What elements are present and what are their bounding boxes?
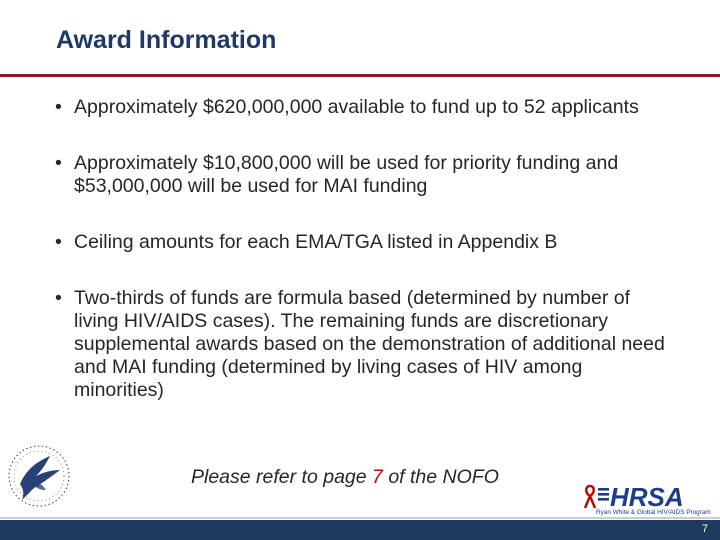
nofo-reference: [191, 466, 499, 489]
bullet-text: Ceiling amounts for each EMA/TGA listed in Appendix B: [74, 231, 558, 253]
refer-suffix: of the NOFO: [382, 466, 499, 488]
bullet-text: Two-thirds of funds are formula based (determined by number of living HIV/AIDS cases). The remaining funds are discretionary supplemental awards based on the demonstration of additional need and MAI funding (determined by living cases of HIV among minorities): [74, 287, 665, 401]
bullet-text: Approximately $10,800,000 will be used for priority funding and $53,000,000 will be used for MAI funding: [74, 152, 619, 197]
ribbon-icon: [585, 486, 595, 508]
hrsa-tagline: Ryan White & Global HIV/AIDS Program: [596, 509, 711, 516]
bullet-item: [55, 96, 665, 119]
hrsa-wordmark: HRSA: [610, 482, 684, 512]
bullet-marker: •: [55, 96, 62, 118]
bullet-marker: •: [55, 231, 62, 253]
hhs-seal-logo: [6, 440, 72, 520]
footer-divider: [0, 517, 720, 519]
bullet-marker: •: [55, 287, 62, 309]
slide-title: Award Information: [56, 26, 277, 54]
footer-bar: [0, 520, 720, 540]
page-number: 7: [701, 523, 708, 535]
bullet-item: [55, 152, 665, 198]
bullet-item: [55, 287, 665, 402]
bullet-text: Approximately $620,000,000 available to fund up to 52 applicants: [74, 96, 639, 118]
bullet-list: [55, 96, 665, 435]
title-divider: [0, 74, 720, 77]
hrsa-logo: [582, 480, 716, 516]
refer-page-number: 7: [372, 466, 383, 488]
refer-prefix: Please refer to page: [191, 466, 373, 488]
bullet-item: [55, 231, 665, 254]
bullet-marker: •: [55, 152, 62, 174]
